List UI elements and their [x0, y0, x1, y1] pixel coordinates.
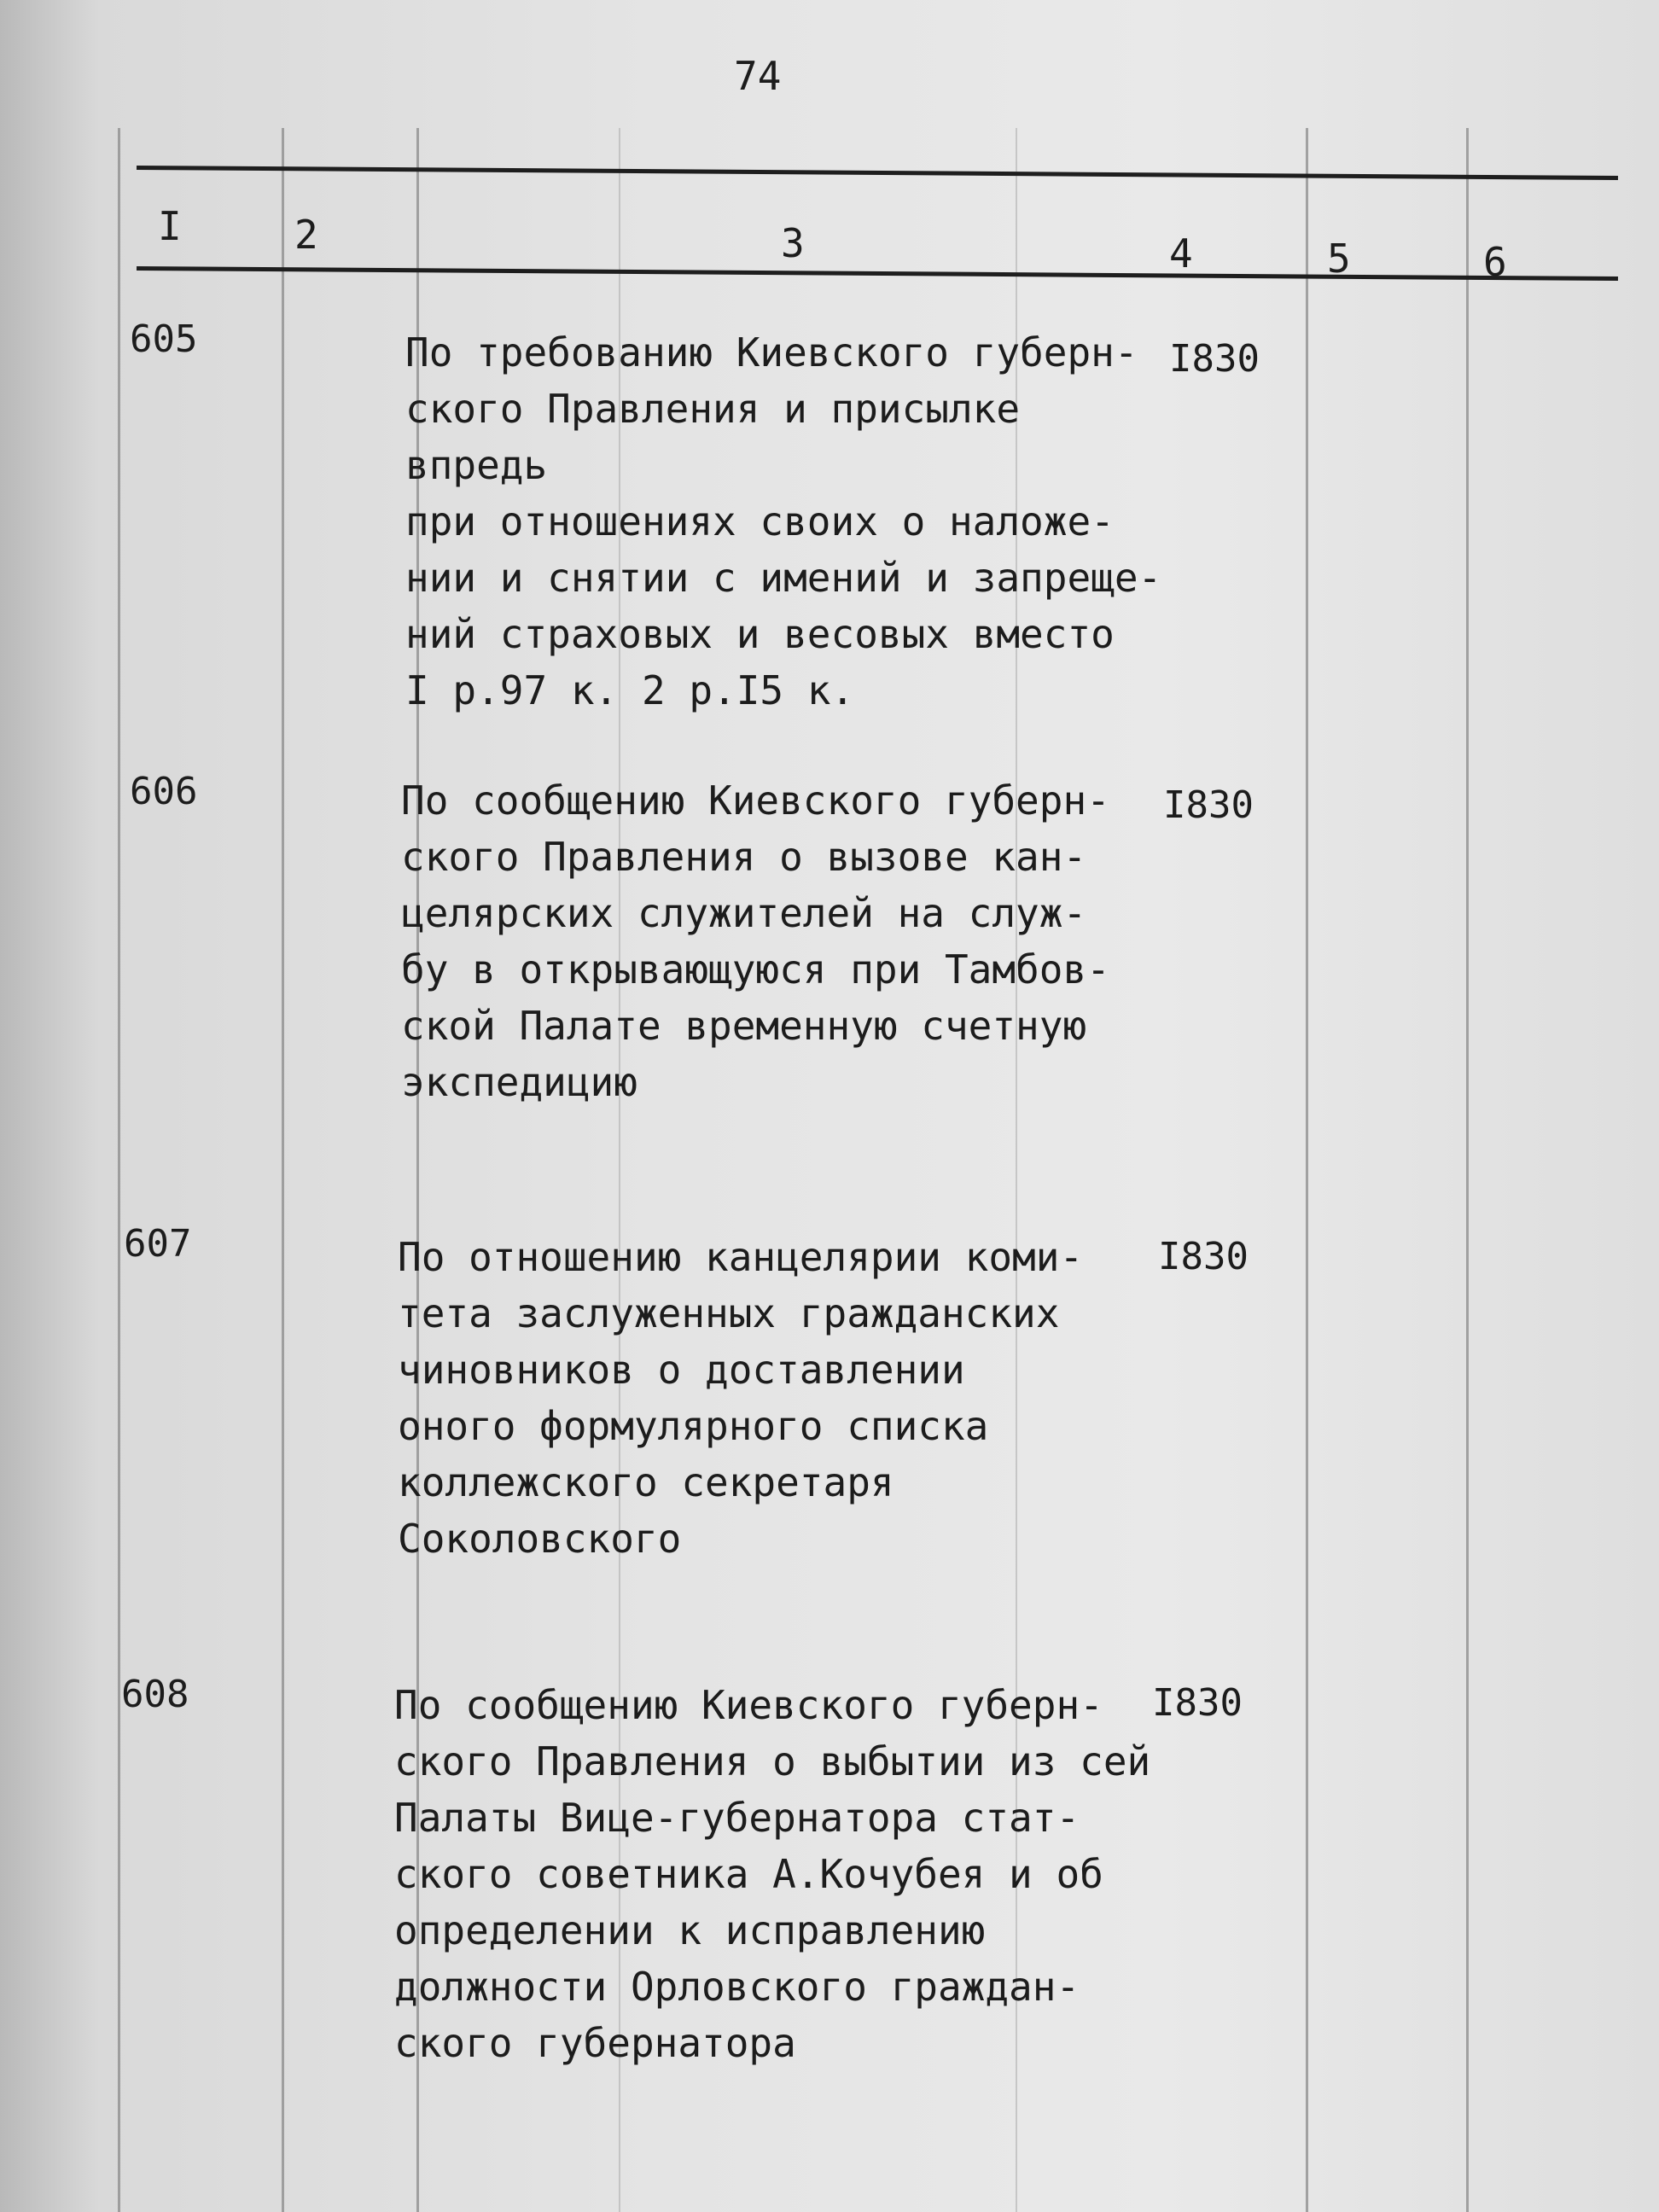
row-year: I830 [1152, 1681, 1243, 1725]
column-divider [282, 128, 284, 2212]
row-description: По сообщению Киевского губерн- ского Правления о вызове кан- целярских служителей на служ- бу в открывающуюся при Тамбов- ской Палате временную счетную экспедицию [401, 777, 1110, 1105]
column-number: I [158, 203, 182, 249]
row-description: По сообщению Киевского губерн- ского Правления о выбытии из сей Палаты Вице-губернатора стат- ского советника А.Кочубея и об определении к исправлению должности Орловского граждан- ского губернатора [394, 1682, 1151, 2066]
page-number: 74 [734, 53, 782, 99]
table-top-rule [137, 166, 1618, 180]
row-description: По требованию Киевского губерн- ского Правления и присылке впредь при отношениях своих о наложе- нии и снятии с имений и запреще- ний страховых и весовых вместо I р.97 к. 2 р.I5 к. [405, 329, 1162, 713]
row-number: 607 [124, 1222, 192, 1266]
row-number: 608 [121, 1673, 189, 1716]
column-divider [118, 128, 120, 2212]
row-year: I830 [1158, 1235, 1249, 1278]
row-year: I830 [1163, 783, 1254, 827]
column-number: 4 [1169, 230, 1193, 276]
row-description: По отношению канцелярии коми- тета заслуженных гражданских чиновников о доставлении оного формулярного списка коллежского секретаря Соколовского [398, 1234, 1084, 1562]
column-divider [1466, 128, 1469, 2212]
column-number: 5 [1327, 236, 1351, 282]
row-number: 606 [130, 770, 198, 813]
row-year: I830 [1169, 337, 1260, 381]
table-header-rule [137, 266, 1618, 281]
column-number: 2 [294, 212, 318, 258]
row-number: 605 [130, 317, 198, 361]
column-divider [1306, 128, 1308, 2212]
column-number: 3 [781, 220, 805, 266]
column-number: 6 [1483, 239, 1507, 285]
